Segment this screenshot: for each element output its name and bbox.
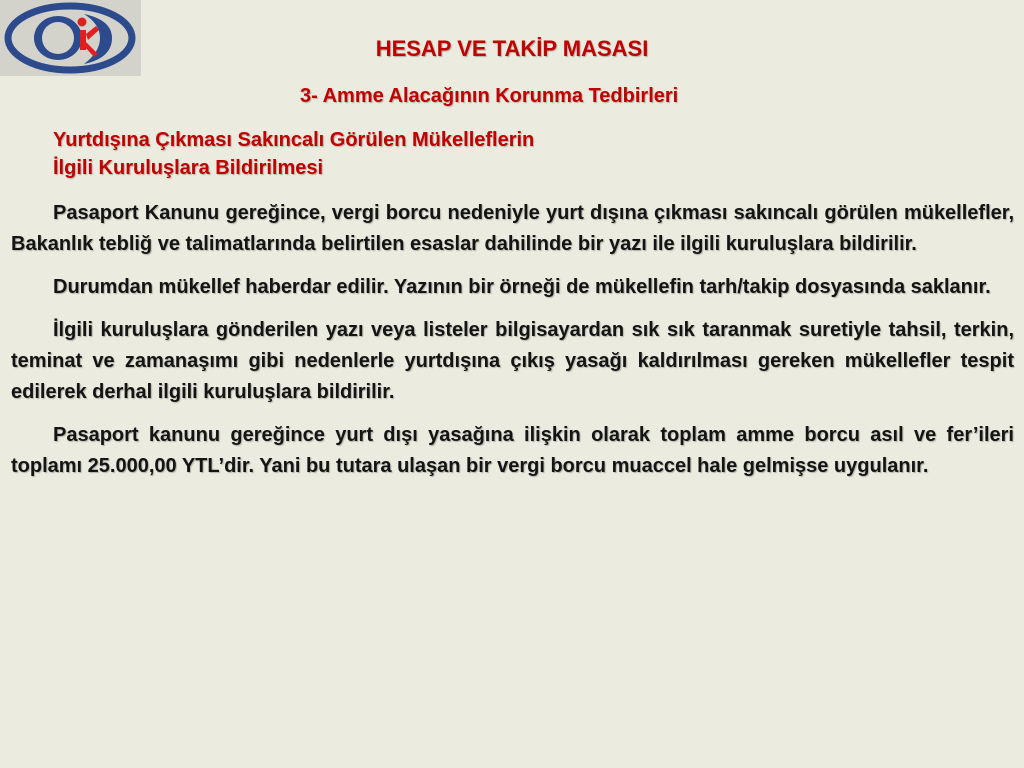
- topic-heading-line-2: İlgili Kuruluşlara Bildirilmesi: [53, 157, 324, 179]
- topic-heading-line-1: Yurtdışına Çıkması Sakıncalı Görülen Mükelleflerin: [53, 129, 535, 151]
- paragraph-3: İlgili kuruluşlara gönderilen yazı veya listeler bilgisayardan sık sık taranmak suretiyle tahsil, terkin, teminat ve zamanaşımı gibi nedenlerle yurtdışına çıkış yasağı kaldırılması gereken mükellefler tespit edilerek derhal ilgili kuruluşlara bildirilir.: [11, 319, 1014, 403]
- paragraph-1: Pasaport Kanunu gereğince, vergi borcu nedeniyle yurt dışına çıkması sakıncalı görülen mükellefler, Bakanlık tebliğ ve talimatlarında belirtilen esaslar dahilinde bir yazı ile ilgili kuruluşlara bildirilir.: [11, 202, 1014, 255]
- paragraph-4: Pasaport kanunu gereğince yurt dışı yasağına ilişkin olarak toplam amme borcu asıl ve fer’ileri toplamı 25.000,00 YTL’dir. Yani bu tutara ulaşan bir vergi borcu muaccel hale gelmişse uygulanır.: [11, 424, 1014, 477]
- body-text: [11, 198, 1014, 494]
- topic-heading: [53, 126, 534, 182]
- page-title: HESAP VE TAKİP MASASI: [375, 36, 649, 61]
- section-subtitle: 3- Amme Alacağının Korunma Tedbirleri: [300, 85, 679, 107]
- paragraph-2: Durumdan mükellef haberdar edilir. Yazının bir örneği de mükellefin tarh/takip dosyasında saklanır.: [53, 276, 991, 298]
